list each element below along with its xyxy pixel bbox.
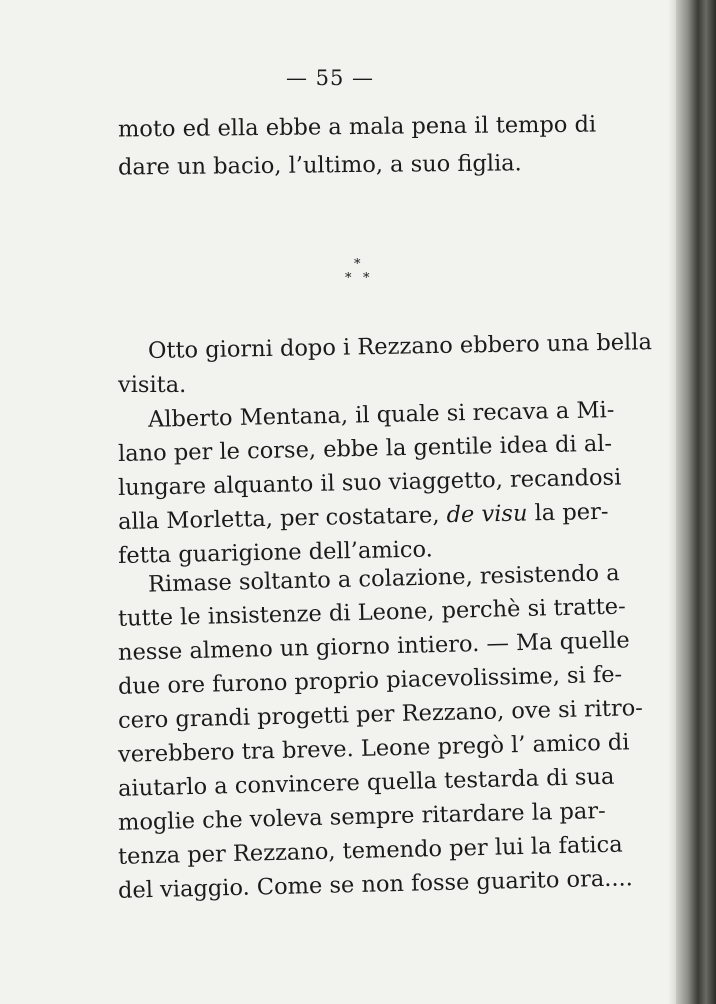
section-break-asterism bbox=[340, 258, 380, 288]
italic-phrase: de visu bbox=[446, 500, 528, 529]
text-line: Alberto Mentana, il quale si recava a Mi- bbox=[147, 397, 615, 433]
text-line: Otto giorni dopo i Rezzano ebbero una bella bbox=[147, 329, 653, 364]
text-segment: la per- bbox=[534, 498, 609, 527]
text-line: aiutarlo a convincere quella testarda di sua bbox=[117, 763, 615, 802]
text-line: tutte le insistenze di Leone, perchè si tratte- bbox=[117, 593, 626, 632]
text-line: tenza per Rezzano, temendo per lui la fatica bbox=[117, 831, 623, 870]
text-line: lano per le corse, ebbe la gentile idea di al- bbox=[117, 430, 613, 468]
asterism-star: * bbox=[363, 271, 370, 286]
book-spine-edge bbox=[676, 0, 716, 1004]
page-number: — 55 — bbox=[285, 66, 375, 90]
text-line: del viaggio. Come se non fosse guarito ora.... bbox=[117, 865, 634, 904]
text-line: verebbero tra breve. Leone pregò l’ amico di bbox=[117, 729, 630, 768]
asterism-star: * bbox=[354, 257, 361, 272]
text-line: moto ed ella ebbe a mala pena il tempo di bbox=[117, 111, 597, 143]
text-line: moglie che voleva sempre ritardare la par- bbox=[117, 797, 606, 836]
text-line: Rimase soltanto a colazione, resistendo a bbox=[147, 560, 620, 598]
text-line: nesse almeno un giorno intiero. — Ma quelle bbox=[117, 627, 630, 666]
text-line: lungare alquanto il suo viaggetto, recandosi bbox=[117, 464, 622, 502]
text-line: visita. bbox=[118, 372, 187, 398]
text-line: due ore furono proprio piacevolissime, si fe- bbox=[117, 661, 623, 700]
text-line bbox=[117, 498, 609, 536]
text-line: dare un bacio, l’ultimo, a suo figlia. bbox=[117, 150, 522, 181]
text-line: fetta guarigione dell’amico. bbox=[117, 536, 434, 570]
asterism-star: * bbox=[345, 271, 352, 286]
text-segment: alla Morletta, per costatare, bbox=[117, 502, 440, 536]
text-line: cero grandi progetti per Rezzano, ove si ritro- bbox=[117, 695, 644, 734]
